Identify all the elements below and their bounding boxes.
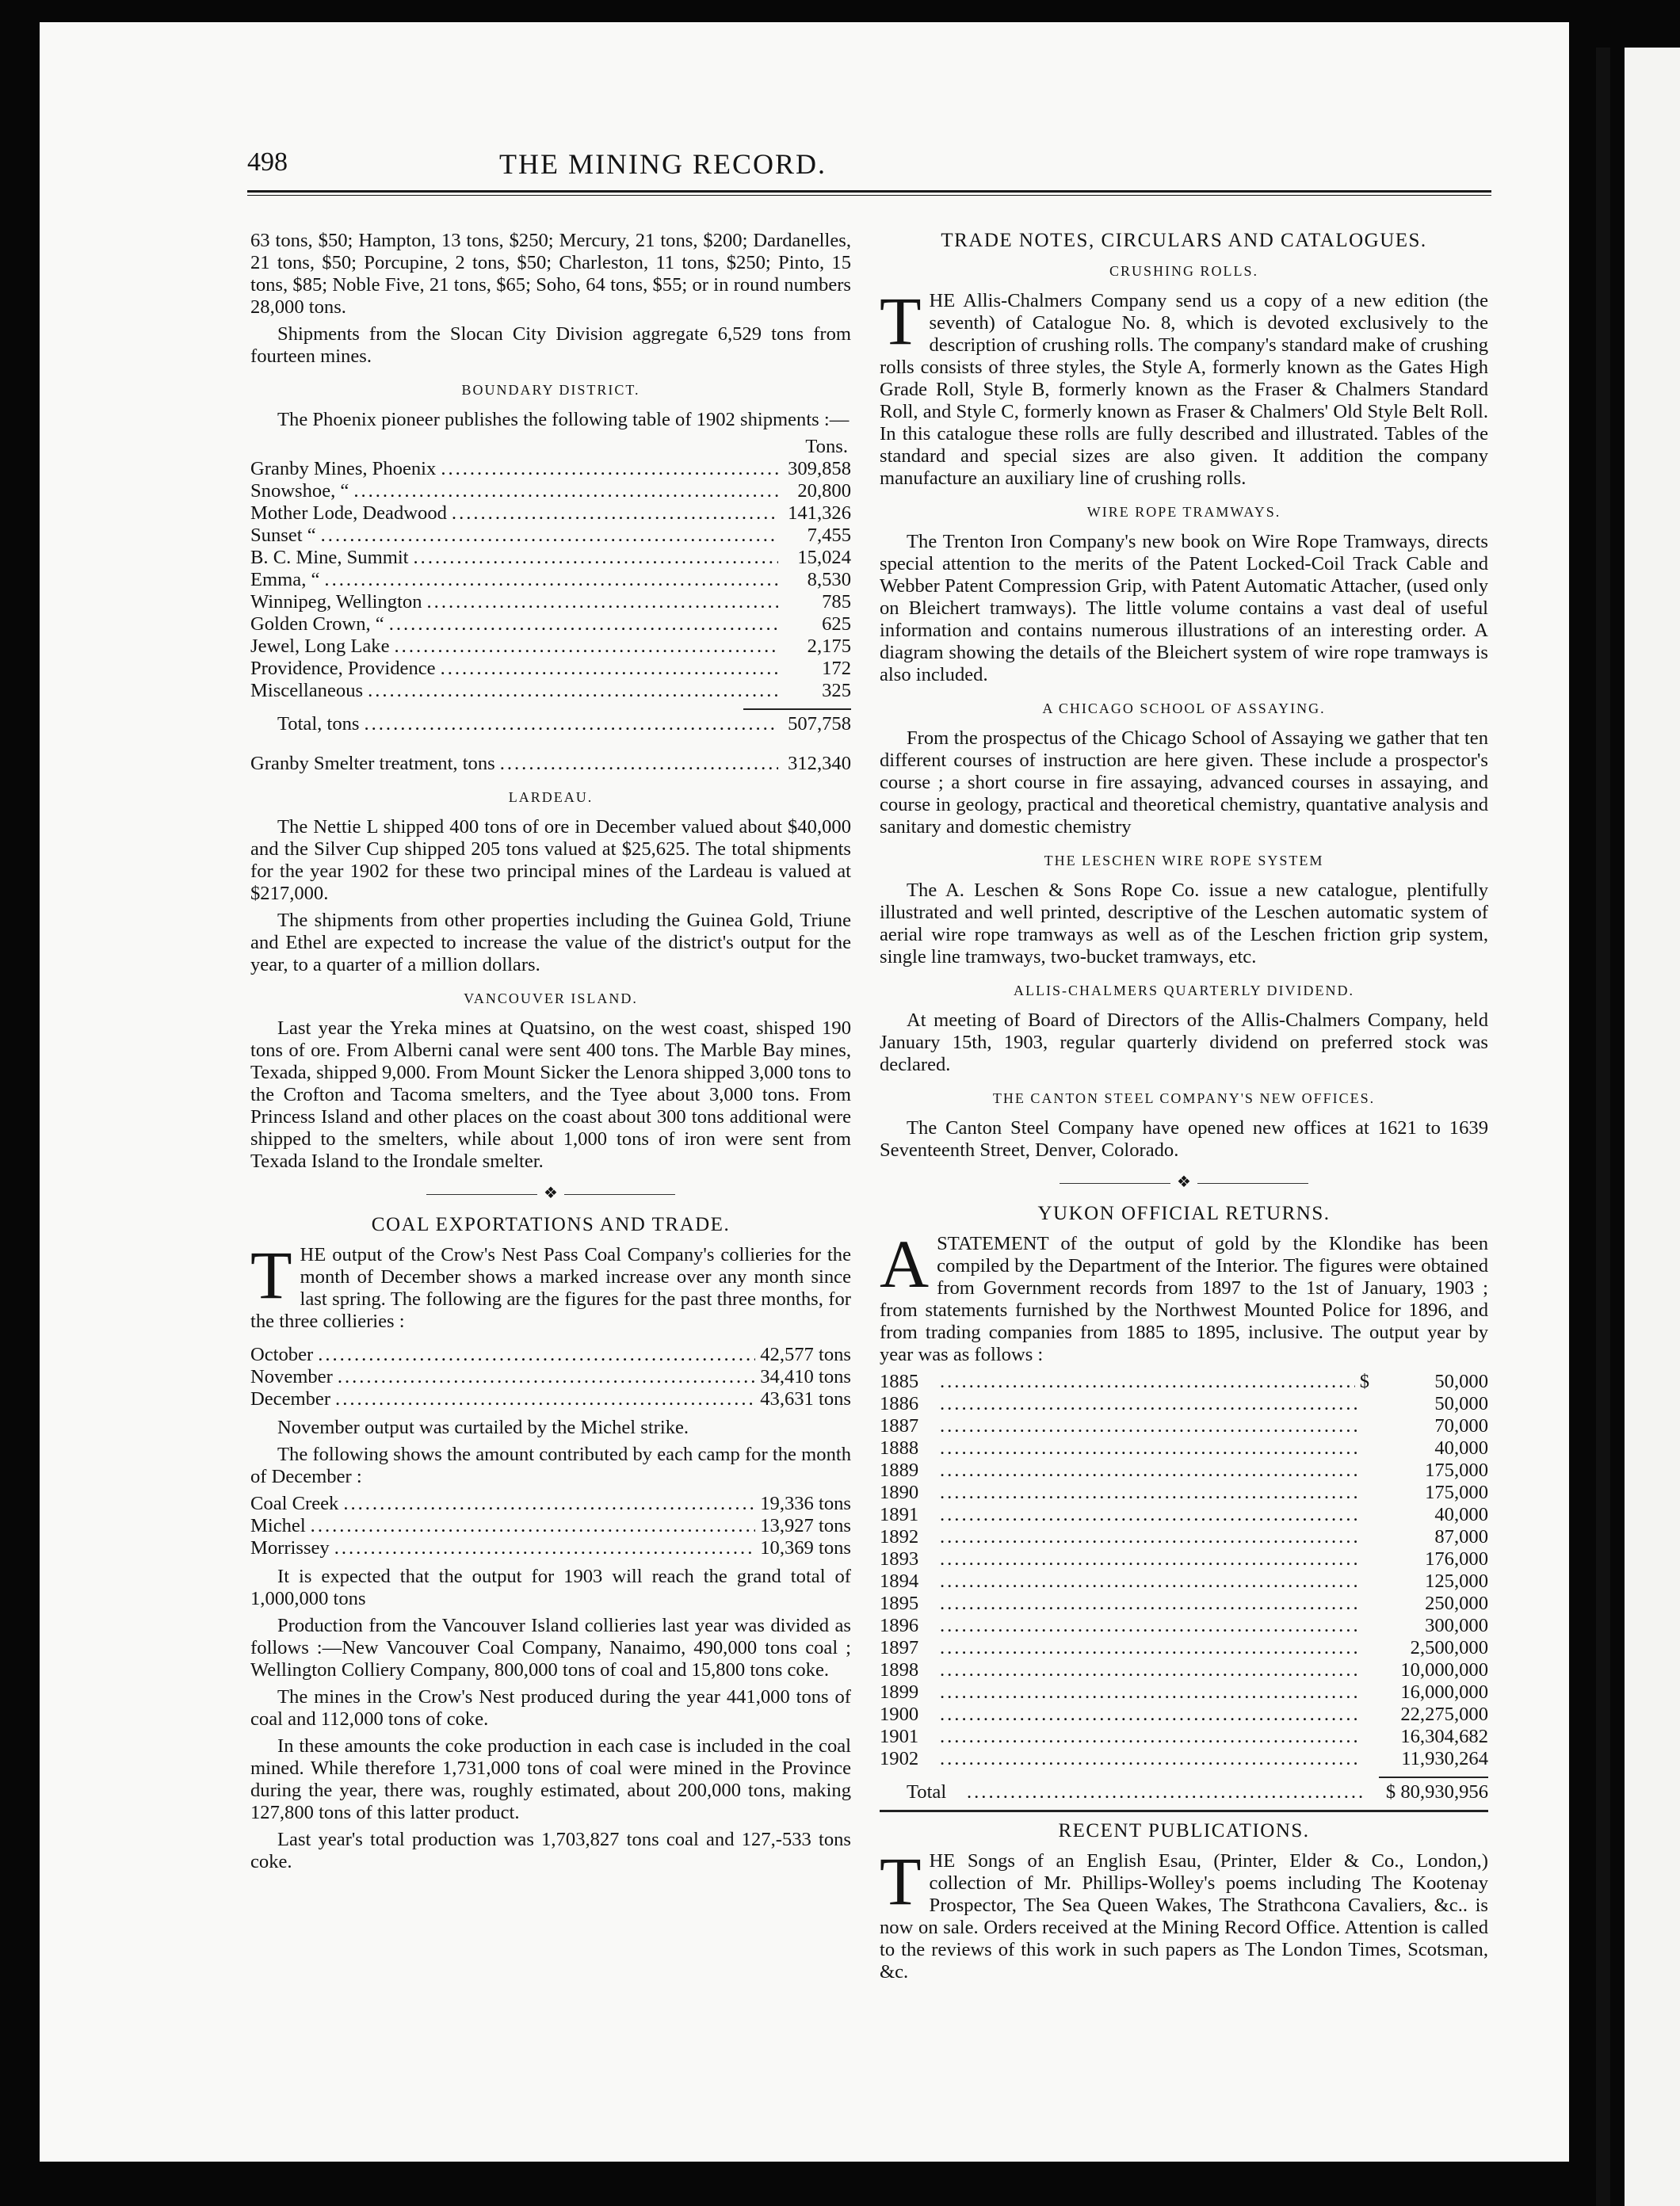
yukon-heading: YUKON OFFICIAL RETURNS. [1037, 1203, 1331, 1224]
camp-row [250, 1515, 851, 1537]
tons-header: Tons. [805, 436, 848, 457]
boundary-row-label: Granby Mines, Phoenix [250, 458, 437, 479]
year-row-value: 300,000 [1425, 1615, 1488, 1636]
right-column [880, 230, 1488, 1988]
year-row-label: 1892 [880, 1526, 919, 1548]
camp-row [250, 1537, 851, 1559]
recent-paragraph: THE Songs of an English Esau, (Printer, Elder & Co., London,) collection of Mr. Phillips-Wolley's poems including The Kootenay Prospector, The Sea Queen Wakes, The Strathcona Cavaliers, &c.. is now on sale. Orders received at the Mining Record Office. Attention is called to the reviews of this work in such papers as The London Times, Scotsman, &c. [880, 1843, 1488, 1983]
chicago-heading: A CHICAGO SCHOOL OF ASSAYING. [1042, 700, 1326, 716]
year-row-value: 176,000 [1425, 1548, 1488, 1570]
month-row-label: October [250, 1344, 314, 1365]
total-row [277, 713, 851, 735]
coal-heading: COAL EXPORTATIONS AND TRADE. [371, 1214, 731, 1235]
year-row-label: 1902 [880, 1748, 919, 1769]
year-row-label: 1897 [880, 1637, 919, 1658]
year-row [880, 1460, 1488, 1482]
year-row [880, 1726, 1488, 1748]
year-row-label: 1895 [880, 1593, 919, 1614]
intro-paragraph: 63 tons, $50; Hampton, 13 tons, $250; Mercury, 21 tons, $200; Dardanelles, 21 tons, $50; Porcupine, 2 tons, $50; Charleston, 11 tons, $250; Pinto, 15 tons, $85; Noble Five, 21 tons, $65; Soho, 64 tons, $55; or in round numbers 28,000 tons. [250, 230, 851, 318]
page-title: THE MINING RECORD. [499, 148, 827, 180]
boundary-row-label: Jewel, Long Lake [250, 635, 390, 657]
boundary-row-value: 8,530 [807, 569, 851, 590]
vancouver-colliery-paragraph: Production from the Vancouver Island collieries last year was divided as follows :—New Vancouver Coal Company, Nanaimo, 490,000 tons coal ; Wellington Colliery Company, 800,000 tons of coal and 15,800 tons coke. [250, 1615, 851, 1681]
boundary-heading: BOUNDARY DISTRICT. [461, 382, 640, 398]
year-row-value: 16,000,000 [1400, 1681, 1488, 1703]
boundary-row [250, 635, 851, 658]
boundary-row [250, 502, 851, 525]
month-row-label: December [250, 1388, 331, 1410]
year-row [880, 1637, 1488, 1659]
boundary-row [250, 458, 851, 480]
crows-nest-paragraph: The mines in the Crow's Nest produced during the year 441,000 tons of coal and 112,000 tons of coke. [250, 1686, 851, 1730]
year-row-label: 1887 [880, 1415, 919, 1437]
expected-paragraph: It is expected that the output for 1903 will reach the grand total of 1,000,000 tons [250, 1566, 851, 1609]
month-row-value: 43,631 tons [760, 1388, 851, 1410]
total-rule [743, 708, 851, 710]
month-row [250, 1366, 851, 1388]
page-number: 498 [247, 147, 288, 177]
year-row-label: 1899 [880, 1681, 919, 1703]
allis-paragraph: At meeting of Board of Directors of the Allis-Chalmers Company, held January 15th, 1903, regular quarterly dividend on preferred stock was declared. [880, 1009, 1488, 1075]
granby-value: 312,340 [788, 753, 851, 774]
boundary-row-value: 172 [822, 658, 851, 679]
month-row-value: 34,410 tons [760, 1366, 851, 1387]
boundary-row-label: Providence, Providence [250, 658, 436, 679]
crushing-dropcap: T [880, 283, 922, 359]
year-row [880, 1704, 1488, 1726]
allis-heading: ALLIS-CHALMERS QUARTERLY DIVIDEND. [1014, 983, 1354, 998]
boundary-row-value: 20,800 [797, 480, 851, 502]
recent-rule [880, 1810, 1488, 1812]
year-row-label: 1900 [880, 1704, 919, 1725]
granby-row [250, 753, 851, 775]
year-row [880, 1748, 1488, 1770]
leschen-heading: THE LESCHEN WIRE ROPE SYSTEM [1044, 853, 1324, 868]
boundary-row [250, 658, 851, 680]
camp-row-value: 10,369 tons [760, 1537, 851, 1559]
camp-row [250, 1493, 851, 1515]
year-row [880, 1393, 1488, 1415]
yukon-dropcap: A [880, 1226, 930, 1302]
boundary-row-value: 2,175 [807, 635, 851, 657]
camp-row-label: Morrissey [250, 1537, 330, 1559]
month-row [250, 1388, 851, 1410]
year-row [880, 1615, 1488, 1637]
year-row-value: 10,000,000 [1400, 1659, 1488, 1681]
year-row-label: 1893 [880, 1548, 919, 1570]
slocan-paragraph: Shipments from the Slocan City Division aggregate 6,529 tons from fourteen mines. [250, 323, 851, 367]
boundary-row [250, 613, 851, 635]
boundary-row-label: B. C. Mine, Summit [250, 547, 409, 568]
yukon-paragraph: ASTATEMENT of the output of gold by the Klondike has been compiled by the Department of the Interior. The figures were obtained from Government records from 1897 to the 1st of January, 1903 ; from statements furnished by the Northwest Mounted Police for 1896, and from trading companies from 1885 to 1895, inclusive. The output year by year was as follows : [880, 1226, 1488, 1365]
boundary-row [250, 525, 851, 547]
yukon-total-label: Total [907, 1781, 947, 1803]
camp-row-label: Michel [250, 1515, 306, 1536]
camp-intro: The following shows the amount contributed by each camp for the month of December : [250, 1444, 851, 1487]
boundary-intro: The Phoenix pioneer publishes the following table of 1902 shipments :— [277, 409, 850, 430]
year-row-value: 250,000 [1425, 1593, 1488, 1614]
yukon-total-row [907, 1781, 1488, 1803]
boundary-row [250, 591, 851, 613]
year-row [880, 1593, 1488, 1615]
months-table [250, 1344, 851, 1410]
camps-table [250, 1493, 851, 1559]
left-column [250, 230, 851, 1878]
year-row [880, 1437, 1488, 1460]
year-row-value: 11,930,264 [1401, 1748, 1488, 1769]
year-row [880, 1415, 1488, 1437]
year-row-value: 125,000 [1425, 1571, 1488, 1592]
page [40, 22, 1569, 2162]
yukon-table [880, 1371, 1488, 1770]
lardeau-heading: LARDEAU. [508, 789, 594, 805]
year-row-label: 1890 [880, 1482, 919, 1503]
boundary-row [250, 680, 851, 702]
yukon-total-rule [1379, 1777, 1488, 1778]
boundary-row-label: Sunset “ [250, 525, 316, 546]
boundary-row-value: 785 [822, 591, 851, 613]
year-row-value: 22,275,000 [1400, 1704, 1488, 1725]
coal-dropcap: T [250, 1237, 292, 1313]
year-row-label: 1886 [880, 1393, 919, 1414]
wire-paragraph: The Trenton Iron Company's new book on Wire Rope Tramways, directs special attention to the merits of the Patent Locked-Coil Track Cable and Webber Patent Compression Grip, with Patent Automatic Attacher, (used only on Bleichert tramways). The little volume contains a vast deal of useful information and contains numerous illustrations of an interesting order. A diagram showing the details of the Bleichert system of wire rope tramways is also included. [880, 531, 1488, 685]
year-row-value: 175,000 [1425, 1460, 1488, 1481]
boundary-row-label: Golden Crown, “ [250, 613, 384, 635]
total-label: Total, tons [277, 713, 360, 735]
year-row-value: 2,500,000 [1410, 1637, 1488, 1658]
coke-paragraph: In these amounts the coke production in each case is included in the coal mined. While therefore 1,731,000 tons of coal were mined in the Province during the year, there was, roughly estimated, about 200,000 tons, making 127,800 tons of this latter product. [250, 1735, 851, 1823]
year-row-value: 16,304,682 [1400, 1726, 1488, 1747]
canton-paragraph: The Canton Steel Company have opened new offices at 1621 to 1639 Seventeenth Street, Denver, Colorado. [880, 1117, 1488, 1161]
year-row [880, 1526, 1488, 1548]
next-page-edge [1625, 48, 1680, 2206]
wire-heading: WIRE ROPE TRAMWAYS. [1086, 504, 1281, 520]
boundary-row-value: 141,326 [788, 502, 851, 524]
year-row [880, 1504, 1488, 1526]
year-row [880, 1571, 1488, 1593]
vancouver-paragraph: Last year the Yreka mines at Quatsino, on the west coast, shisped 190 tons of ore. From Alberni canal were sent 400 tons. The Marble Bay mines, Texada, shipped 9,000. From Mount Sicker the Lenora shipped 3,000 tons to the Crofton and Tacoma smelters, and the Tyee about 3,000 tons. From Princess Island and other places on the coast about 300 tons additional were shipped to the smelters, while about 1,000 tons of iron were sent from Texada Island to the Irondale smelter. [250, 1017, 851, 1172]
boundary-row [250, 480, 851, 502]
currency-symbol: $ [1359, 1371, 1369, 1392]
year-row-label: 1888 [880, 1437, 919, 1459]
vancouver-heading: VANCOUVER ISLAND. [464, 990, 638, 1006]
boundary-row [250, 547, 851, 569]
year-row [880, 1482, 1488, 1504]
lardeau-paragraph-1: The Nettie L shipped 400 tons of ore in December valued about $40,000 and the Silver Cup shipped 205 tons valued at $25,625. The total shipments for the year 1902 for these two principal mines of the Lardeau is valued at $217,000. [250, 816, 851, 904]
year-row-label: 1885 [880, 1371, 919, 1392]
year-row [880, 1548, 1488, 1571]
camp-row-value: 13,927 tons [760, 1515, 851, 1536]
last-year-paragraph: Last year's total production was 1,703,827 tons coal and 127,-533 tons coke. [250, 1829, 851, 1872]
boundary-row [250, 569, 851, 591]
boundary-row-label: Mother Lode, Deadwood [250, 502, 447, 524]
year-row-label: 1898 [880, 1659, 919, 1681]
crushing-paragraph: THE Allis-Chalmers Company send us a copy of a new edition (the seventh) of Catalogue No. 8, which is devoted exclusively to the description of crushing rolls. The company's standard make of crushing rolls consists of three styles, the Style A, formerly known as the Gates High Grade Roll, Style B, formerly known as the Fraser & Chalmers Standard Roll, and Style C, formerly known as Fraser & Chalmers' Old Style Belt Roll. In this catalogue these rolls are fully described and illustrated. Tables of the standard and special sizes are also given. It addition the company manufacture an auxiliary line of crushing rolls. [880, 283, 1488, 489]
boundary-row-label: Emma, “ [250, 569, 320, 590]
year-row-value: 40,000 [1434, 1437, 1488, 1459]
coal-intro: THE output of the Crow's Nest Pass Coal Company's collieries for the month of December shows a marked increase over any month since last spring. The following are the figures for the past three months, for the three collieries : [250, 1237, 851, 1332]
year-row-value: 70,000 [1434, 1415, 1488, 1437]
boundary-row-label: Miscellaneous [250, 680, 364, 701]
header-rule [247, 190, 1491, 193]
boundary-row-value: 325 [822, 680, 851, 701]
year-row-value: 175,000 [1425, 1482, 1488, 1503]
year-row-label: 1896 [880, 1615, 919, 1636]
granby-label: Granby Smelter treatment, tons [250, 753, 495, 774]
year-row-label: 1889 [880, 1460, 919, 1481]
binding-edge [1596, 48, 1610, 2206]
lardeau-paragraph-2: The shipments from other properties including the Guinea Gold, Triune and Ethel are expected to increase the value of the district's output for the year, to a quarter of a million dollars. [250, 910, 851, 975]
recent-dropcap: T [880, 1843, 922, 1919]
boundary-row-value: 7,455 [807, 525, 851, 546]
section-ornament: ❖ [250, 1182, 851, 1204]
section-ornament-right: ❖ [880, 1171, 1488, 1193]
boundary-row-value: 309,858 [788, 458, 851, 479]
michel-strike: November output was curtailed by the Michel strike. [277, 1417, 689, 1438]
month-row [250, 1344, 851, 1366]
header-rule-thin [247, 195, 1491, 196]
camp-row-label: Coal Creek [250, 1493, 339, 1514]
year-row-label: 1901 [880, 1726, 919, 1747]
crushing-heading: CRUSHING ROLLS. [1109, 263, 1259, 279]
month-row-label: November [250, 1366, 333, 1387]
boundary-table [250, 458, 851, 702]
recent-heading: RECENT PUBLICATIONS. [1058, 1820, 1310, 1842]
canton-heading: THE CANTON STEEL COMPANY'S NEW OFFICES. [992, 1090, 1376, 1106]
camp-row-value: 19,336 tons [760, 1493, 851, 1514]
year-row [880, 1371, 1488, 1393]
boundary-row-label: Snowshoe, “ [250, 480, 349, 502]
leschen-paragraph: The A. Leschen & Sons Rope Co. issue a new catalogue, plentifully illustrated and well printed, descriptive of the Leschen automatic system of aerial wire rope tramways as well as of the Leschen friction grip system, single line tramways, two-bucket tramways, etc. [880, 880, 1488, 968]
year-row [880, 1659, 1488, 1681]
boundary-row-label: Winnipeg, Wellington [250, 591, 422, 613]
yukon-total-value: $ 80,930,956 [1385, 1781, 1488, 1803]
chicago-paragraph: From the prospectus of the Chicago School of Assaying we gather that ten different courses of instruction are here given. These include a prospector's course ; a short course in fire assaying, advanced courses in assaying, and course in geology, practical and theoretical chemistry, quantative analysis and sanitary and domestic chemistry [880, 727, 1488, 838]
year-row-value: 40,000 [1434, 1504, 1488, 1525]
year-row [880, 1681, 1488, 1704]
year-row-value: 50,000 [1434, 1393, 1488, 1414]
boundary-row-value: 15,024 [797, 547, 851, 568]
year-row-value: 87,000 [1434, 1526, 1488, 1548]
year-row-label: 1891 [880, 1504, 919, 1525]
year-row-label: 1894 [880, 1571, 919, 1592]
trade-heading: TRADE NOTES, CIRCULARS AND CATALOGUES. [941, 230, 1427, 251]
month-row-value: 42,577 tons [760, 1344, 851, 1365]
boundary-row-value: 625 [822, 613, 851, 635]
total-value: 507,758 [788, 713, 851, 735]
year-row-value: 50,000 [1434, 1371, 1488, 1392]
